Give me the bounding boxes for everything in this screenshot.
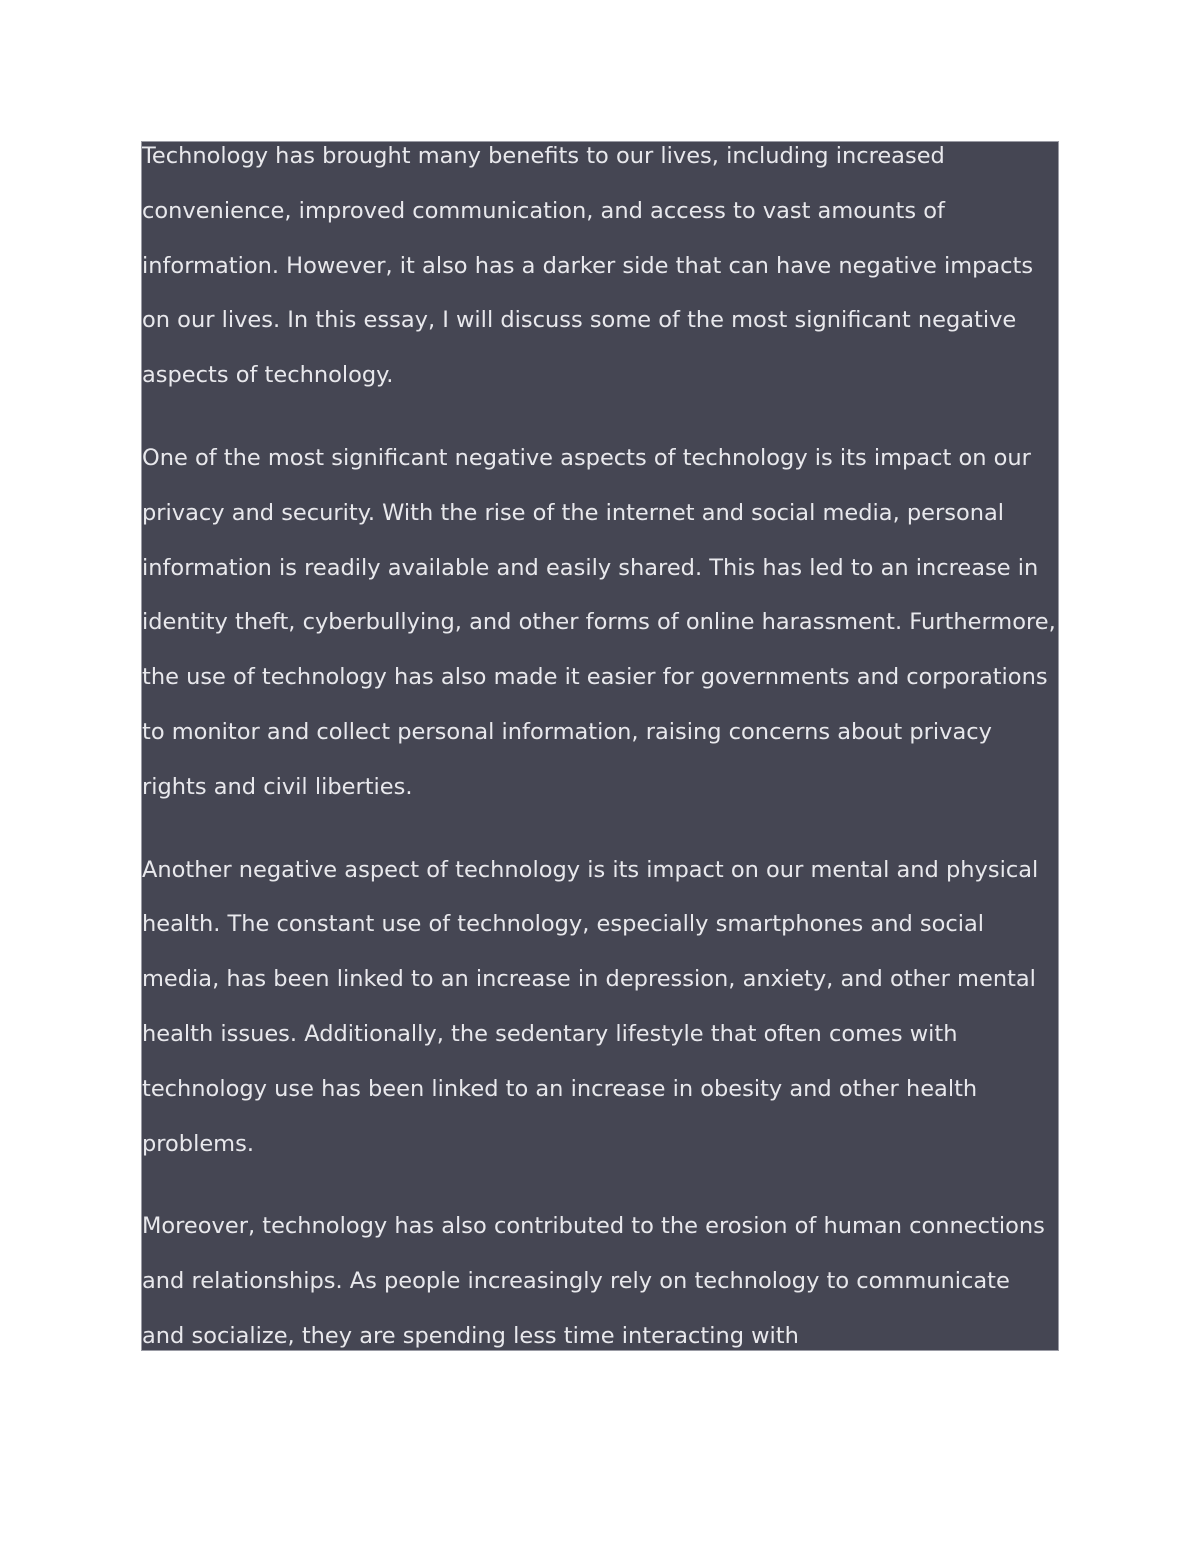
paragraph-privacy: One of the most significant negative aspects of technology is its impact on our privacy and security. With the rise of the internet and social media, personal information is readily available and easily shared. This has led to an increase in identity theft, cyberbullying, and other forms of online harassment. Furthermore, the use of technology has also made it easier for governments and corporations to monitor and collect personal information, raising concerns about privacy rights and civil liberties. bbox=[142, 444, 1056, 800]
paragraph-health: Another negative aspect of technology is its impact on our mental and physical health. The constant use of technology, especially smartphones and social media, has been linked to an increase in depression, anxiety, and other mental health issues. Additionally, the sedentary lifestyle that often comes with technology use has been linked to an increase in obesity and other health problems. bbox=[142, 856, 1039, 1157]
essay-text-block bbox=[141, 141, 1059, 1351]
paragraph-intro: Technology has brought many benefits to our lives, including increased convenience, improved communication, and access to vast amounts of information. However, it also has a darker side that can have negative impacts on our lives. In this essay, I will discuss some of the most significant negative aspects of technology. bbox=[142, 143, 1034, 389]
paragraph-relationships: Moreover, technology has also contributed to the erosion of human connections and relationships. As people increasingly rely on technology to communicate and socialize, they are spending less time interacting with bbox=[142, 1213, 1045, 1349]
